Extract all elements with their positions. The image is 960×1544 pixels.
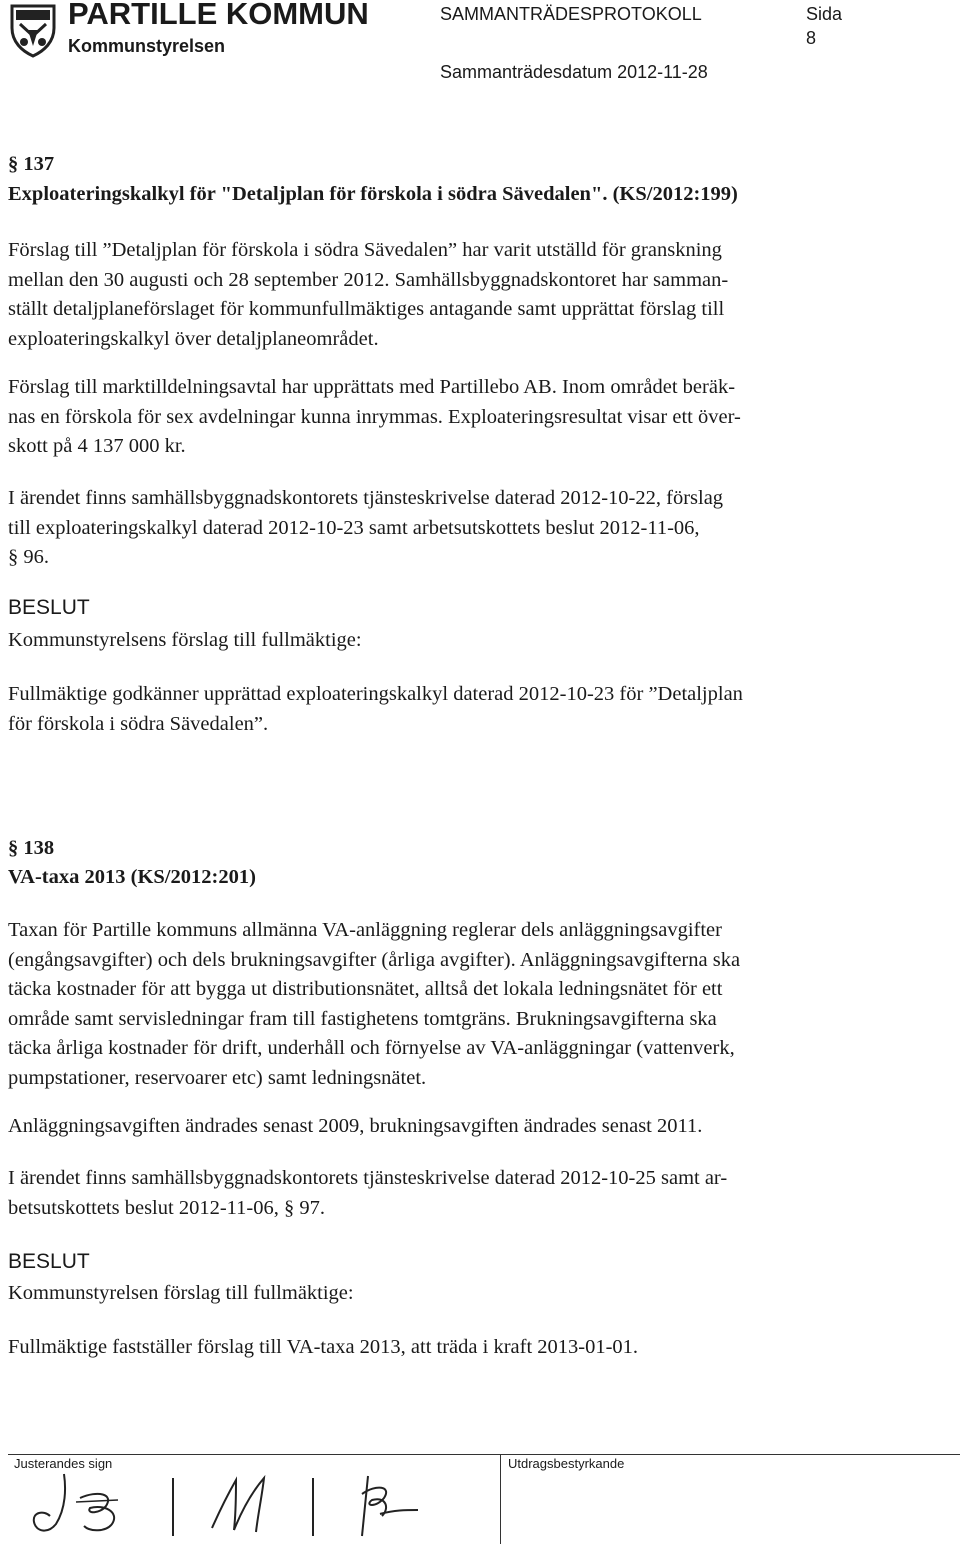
section-138-paragraph-2: Anläggningsavgiften ändrades senast 2009, brukningsavgiften ändrades senast 2011. — [8, 1115, 703, 1137]
municipality-crest-icon — [4, 2, 62, 58]
section-138-beslut-text: Fullmäktige fastställer förslag till VA-taxa 2013, att träda i kraft 2013-01-01. — [8, 1336, 639, 1358]
page-label: Sida — [806, 4, 843, 24]
section-137-beslut-intro: Kommunstyrelsens förslag till fullmäktige: — [8, 629, 362, 651]
signature-2-icon — [206, 1470, 276, 1540]
section-138-beslut-intro: Kommunstyrelsen förslag till fullmäktige: — [8, 1282, 354, 1304]
section-138-paragraph-3: I ärendet finns samhällsbyggnadskontorets tjänsteskrivelse daterad 2012-10-25 samt ar- betsutskottets beslut 2012-11-06, § 97. — [8, 1167, 728, 1219]
section-137-title: Exploateringskalkyl för "Detaljplan för förskola i södra Sävedalen". (KS/2012:199) — [8, 183, 738, 205]
section-137-beslut-text: Fullmäktige godkänner upprättad exploateringskalkyl daterad 2012-10-23 för ”Detaljplan för förskola i södra Sävedalen”. — [8, 683, 743, 735]
footer-rule — [8, 1454, 960, 1455]
signature-1-icon — [26, 1468, 136, 1540]
section-138-beslut-heading: BESLUT — [8, 1250, 90, 1273]
meeting-date: Sammanträdesdatum 2012-11-28 — [440, 62, 708, 82]
footer-separator — [500, 1454, 501, 1544]
justerandes-sign-label: Justerandes sign — [14, 1456, 113, 1471]
page-number: 8 — [806, 28, 817, 48]
section-137-paragraph-3: I ärendet finns samhällsbyggnadskontorets tjänsteskrivelse daterad 2012-10-22, förslag till exploateringskalkyl daterad 2012-10-23 samt arbetsutskottets beslut 2012-11-06, § 96. — [8, 487, 724, 568]
utdragsbestyrkande-label: Utdragsbestyrkande — [508, 1456, 625, 1471]
section-138-paragraph-1: Taxan för Partille kommuns allmänna VA-anläggning reglerar dels anläggningsavgifter (engångsavgifter) och dels brukningsavgifter (årliga avgifter). Anläggningsavgifterna ska täcka kostnader för att bygga ut distributionsnätet, alltså det lokala ledningsnätet för ett område samt servisledningar fram till fastighetens tomtgräns. Brukningsavgifterna ska täcka årliga kostnader för drift, underhåll och förnyelse av VA-anläggningar (vattenverk, pumpstationer, reservoarer etc) samt ledningsnätet. — [8, 919, 741, 1089]
section-137-number: § 137 — [8, 153, 55, 175]
document-type: SAMMANTRÄDESPROTOKOLL — [440, 4, 702, 24]
signature-separator-2 — [312, 1478, 314, 1536]
org-unit: Kommunstyrelsen — [68, 36, 226, 56]
section-138-title: VA-taxa 2013 (KS/2012:201) — [8, 866, 256, 888]
org-name: PARTILLE KOMMUN — [68, 0, 369, 31]
section-137-paragraph-2: Förslag till marktilldelningsavtal har upprättats med Partillebo AB. Inom området beräk- nas en förskola för sex avdelningar kunna inrymmas. Exploateringsresultat visar ett över- skott på 4 137 000 kr. — [8, 376, 741, 457]
section-137-beslut-heading: BESLUT — [8, 596, 90, 619]
signature-3-icon — [346, 1470, 446, 1540]
signature-separator — [172, 1478, 174, 1536]
section-137-paragraph-1: Förslag till ”Detaljplan för förskola i södra Sävedalen” har varit utställd för granskning mellan den 30 augusti och 28 september 2012. Samhällsbyggnadskontoret har samman- ställt detaljplaneförslaget för kommunfullmäktiges antagande samt upprättat förslag till exploateringskalkyl över detaljplaneområdet. — [8, 239, 729, 350]
section-138-number: § 138 — [8, 837, 55, 859]
